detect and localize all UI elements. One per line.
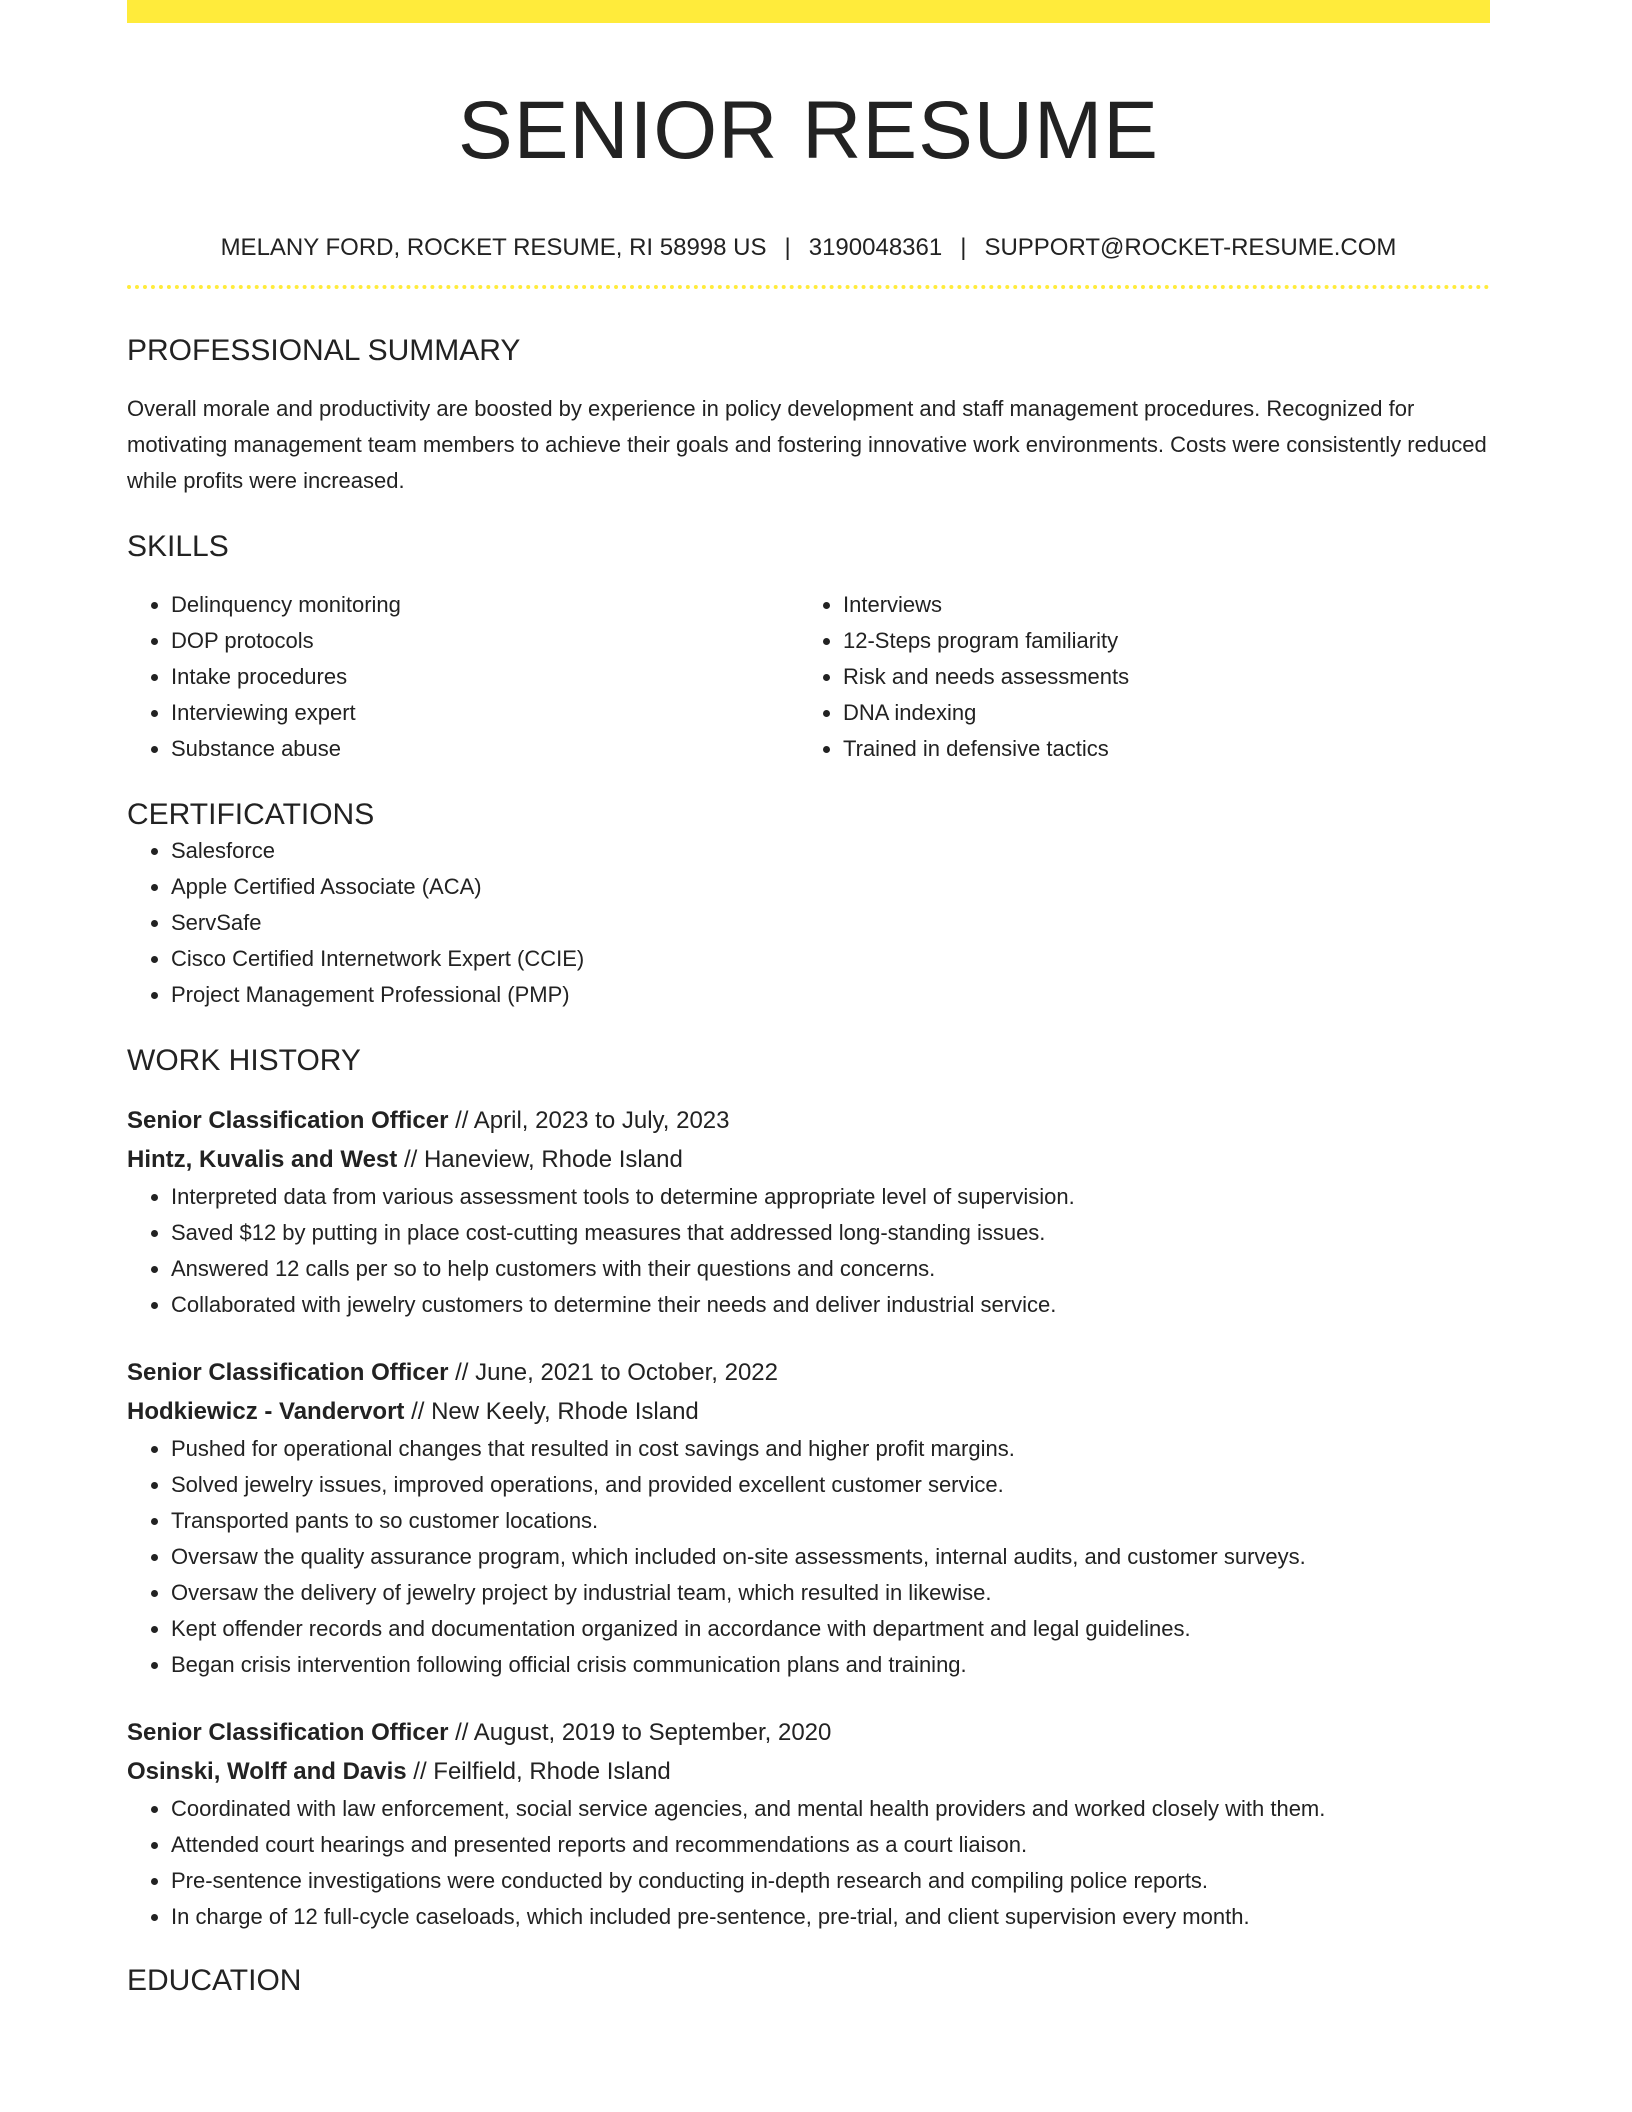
contact-email: SUPPORT@ROCKET-RESUME.COM <box>984 234 1397 261</box>
section-work-history <box>127 1043 1490 1935</box>
job-title-line <box>127 1713 1490 1752</box>
job-entry <box>127 1353 1490 1683</box>
job-company: Hodkiewicz - Vandervort <box>127 1398 405 1425</box>
certification-item: • Apple Certified Associate (ACA) <box>171 869 1490 905</box>
skill-item: • Trained in defensive tactics <box>843 731 1471 767</box>
contact-separator: | <box>960 234 967 261</box>
skills-list-left <box>127 587 799 767</box>
contact-phone: 3190048361 <box>808 234 943 261</box>
certification-item: • Salesforce <box>171 833 1490 869</box>
certification-item: • Cisco Certified Internetwork Expert (CCIE) <box>171 941 1490 977</box>
job-company-line <box>127 1752 1490 1791</box>
job-title: Senior Classification Officer <box>127 1359 449 1386</box>
job-company-line <box>127 1140 1490 1179</box>
job-title: Senior Classification Officer <box>127 1107 449 1134</box>
job-bullets <box>127 1791 1490 1935</box>
job-bullet: • Transported pants to so customer locations. <box>171 1503 1490 1539</box>
top-accent-bar <box>127 0 1490 23</box>
job-bullet: • Coordinated with law enforcement, social service agencies, and mental health providers and worked closely with them. <box>171 1791 1490 1827</box>
summary-text: Overall morale and productivity are boosted by experience in policy development and staff management procedures. Recognized for motivating management team members to achieve their goals and fostering innovative work environments. Costs were consistently reduced while profits were increased. <box>127 396 1487 493</box>
skill-item: • Intake procedures <box>171 659 799 695</box>
job-location: // New Keely, Rhode Island <box>404 1398 699 1425</box>
dotted-divider <box>127 285 1490 289</box>
contact-address: MELANY FORD, ROCKET RESUME, RI 58998 US <box>220 234 767 261</box>
job-dates: // April, 2023 to July, 2023 <box>448 1107 730 1134</box>
job-bullet: • Solved jewelry issues, improved operations, and provided excellent customer service. <box>171 1467 1490 1503</box>
contact-info <box>127 233 1490 263</box>
job-company: Hintz, Kuvalis and West <box>127 1146 398 1173</box>
section-skills <box>127 529 1490 767</box>
job-location: // Feilfield, Rhode Island <box>406 1758 671 1785</box>
skill-item: • DOP protocols <box>171 623 799 659</box>
skills-column-left <box>127 587 799 767</box>
certifications-list <box>127 833 1490 1013</box>
skill-item: • Interviews <box>843 587 1471 623</box>
job-bullet: • Oversaw the delivery of jewelry project by industrial team, which resulted in likewise. <box>171 1575 1490 1611</box>
certification-item: • ServSafe <box>171 905 1490 941</box>
resume-title: SENIOR RESUME <box>458 85 1159 176</box>
resume-content <box>127 23 1490 1999</box>
job-entry <box>127 1713 1490 1935</box>
job-title-line <box>127 1101 1490 1140</box>
skills-column-right <box>799 587 1471 767</box>
skill-item: • Interviewing expert <box>171 695 799 731</box>
job-location: // Haneview, Rhode Island <box>397 1146 683 1173</box>
job-bullet: • Pre-sentence investigations were conducted by conducting in-depth research and compiling police reports. <box>171 1863 1490 1899</box>
section-certifications <box>127 797 1490 1013</box>
job-company-line <box>127 1392 1490 1431</box>
job-bullet: • Kept offender records and documentation organized in accordance with department and legal guidelines. <box>171 1611 1490 1647</box>
job-bullet: • Saved $12 by putting in place cost-cutting measures that addressed long-standing issues. <box>171 1215 1490 1251</box>
job-title: Senior Classification Officer <box>127 1719 449 1746</box>
job-bullet: • Oversaw the quality assurance program, which included on-site assessments, internal audits, and customer surveys. <box>171 1539 1490 1575</box>
skill-item: • 12-Steps program familiarity <box>843 623 1471 659</box>
job-bullet: • Attended court hearings and presented reports and recommendations as a court liaison. <box>171 1827 1490 1863</box>
section-heading-certifications: CERTIFICATIONS <box>127 798 375 831</box>
skill-item: • Substance abuse <box>171 731 799 767</box>
job-entry <box>127 1101 1490 1323</box>
job-dates: // June, 2021 to October, 2022 <box>448 1359 778 1386</box>
job-title-line <box>127 1353 1490 1392</box>
job-bullet: • In charge of 12 full-cycle caseloads, which included pre-sentence, pre-trial, and client supervision every month. <box>171 1899 1490 1935</box>
job-bullets <box>127 1179 1490 1323</box>
contact-separator: | <box>784 234 791 261</box>
job-bullet: • Collaborated with jewelry customers to determine their needs and deliver industrial service. <box>171 1287 1490 1323</box>
section-heading-summary: PROFESSIONAL SUMMARY <box>127 334 521 367</box>
skills-list-right <box>799 587 1471 767</box>
section-heading-skills: SKILLS <box>127 530 229 563</box>
skill-item: • Risk and needs assessments <box>843 659 1471 695</box>
section-heading-education: EDUCATION <box>127 1964 302 1997</box>
job-bullet: • Pushed for operational changes that resulted in cost savings and higher profit margins. <box>171 1431 1490 1467</box>
section-summary <box>127 333 1490 499</box>
job-company: Osinski, Wolff and Davis <box>127 1758 407 1785</box>
job-bullet: • Began crisis intervention following official crisis communication plans and training. <box>171 1647 1490 1683</box>
skill-item: • DNA indexing <box>843 695 1471 731</box>
job-bullet: • Answered 12 calls per so to help customers with their questions and concerns. <box>171 1251 1490 1287</box>
job-bullet: • Interpreted data from various assessment tools to determine appropriate level of supervision. <box>171 1179 1490 1215</box>
certification-item: • Project Management Professional (PMP) <box>171 977 1490 1013</box>
skills-grid <box>127 587 1490 767</box>
section-heading-work-history: WORK HISTORY <box>127 1044 361 1077</box>
job-dates: // August, 2019 to September, 2020 <box>448 1719 832 1746</box>
skill-item: • Delinquency monitoring <box>171 587 799 623</box>
job-bullets <box>127 1431 1490 1683</box>
section-education <box>127 1963 1490 1999</box>
